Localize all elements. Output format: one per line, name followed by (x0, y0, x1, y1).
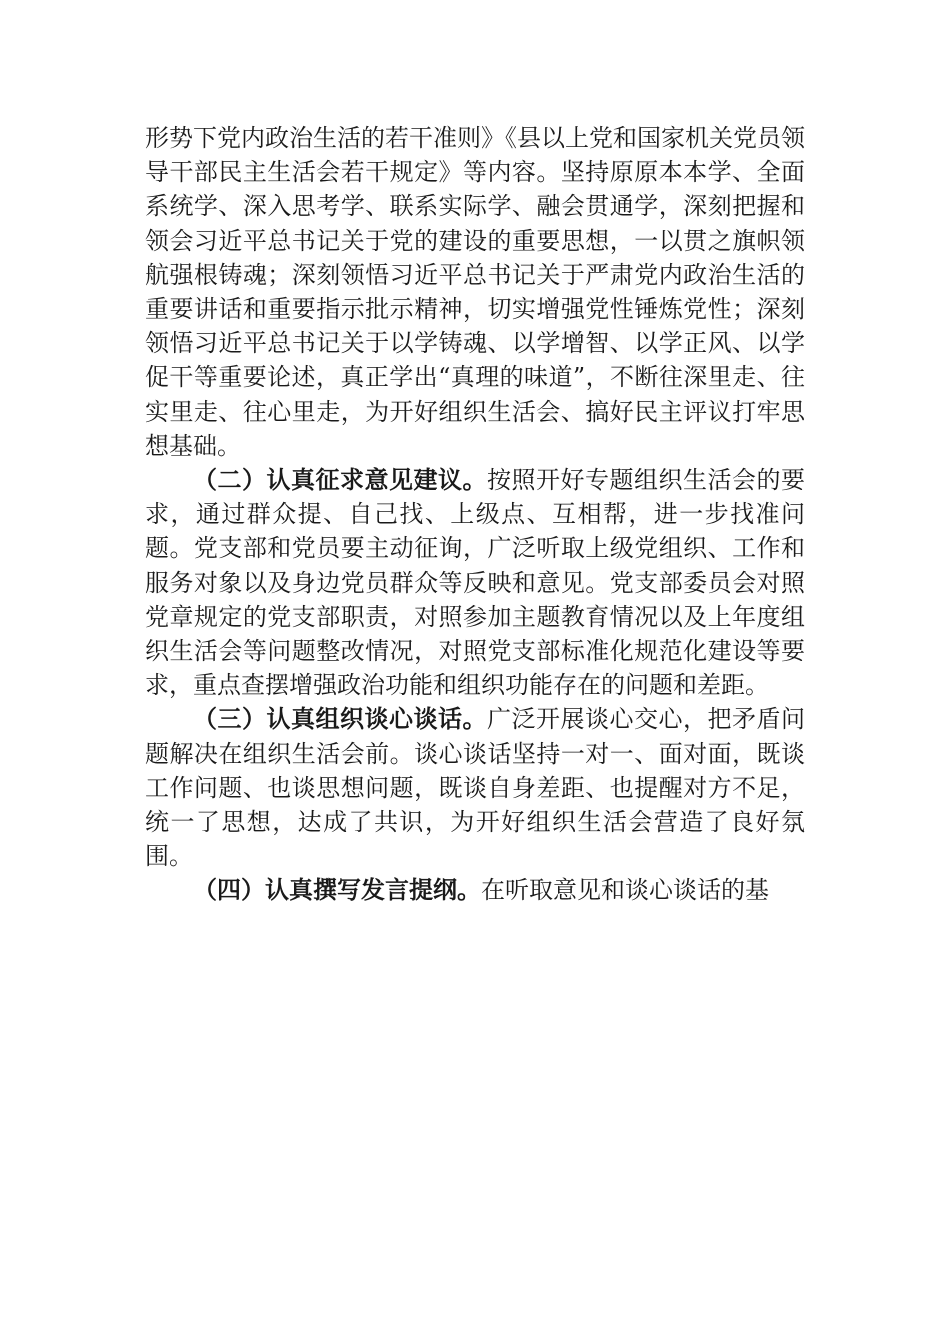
paragraph-3 (145, 702, 805, 873)
paragraph-1 (145, 121, 805, 463)
paragraph-3-text: 广泛开展谈心交心，把矛盾问题解决在组织生活会前。谈心谈话坚持一对一、面对面，既谈工作问题、也谈思想问题，既谈自身差距、也提醒对方不足，统一了思想，达成了共识，为开好组织生活会营造了良好氛围。 (145, 705, 805, 871)
section-heading-3: （三）认真组织谈心谈话。 (193, 704, 487, 734)
paragraph-2-text: 按照开好专题组织生活会的要求，通过群众提、自己找、上级点、互相帮，进一步找准问题。党支部和党员要主动征询，广泛听取上级党组织、工作和服务对象以及身边党员群众等反映和意见。党支部委员会对照党章规定的党支部职责，对照参加主题教育情况以及上年度组织生活会等问题整改情况，对照党支部标准化规范化建设等要求，重点查摆增强政治功能和组织功能存在的问题和差距。 (145, 466, 805, 700)
paragraph-2 (145, 463, 805, 702)
section-heading-2: （二）认真征求意见建议。 (193, 465, 487, 495)
paragraph-4 (145, 873, 805, 907)
paragraph-4-text: 在听取意见和谈心谈话的基 (481, 876, 769, 905)
section-heading-4: （四）认真撰写发言提纲。 (193, 875, 481, 905)
document-body (145, 121, 805, 908)
paragraph-1-text: 形势下党内政治生活的若干准则》《县以上党和国家机关党员领导干部民主生活会若干规定》等内容。坚持原原本本学、全面系统学、深入思考学、联系实际学、融会贯通学，深刻把握和领会习近平总书记关于党的建设的重要思想，一以贯之旗帜领航强根铸魂；深刻领悟习近平总书记关于严肃党内政治生活的重要讲话和重要指示批示精神，切实增强党性锤炼党性；深刻领悟习近平总书记关于以学铸魂、以学增智、以学正风、以学促干等重要论述，真正学出“真理的味道”，不断往深里走、往实里走、往心里走，为开好组织生活会、搞好民主评议打牢思想基础。 (145, 124, 805, 460)
